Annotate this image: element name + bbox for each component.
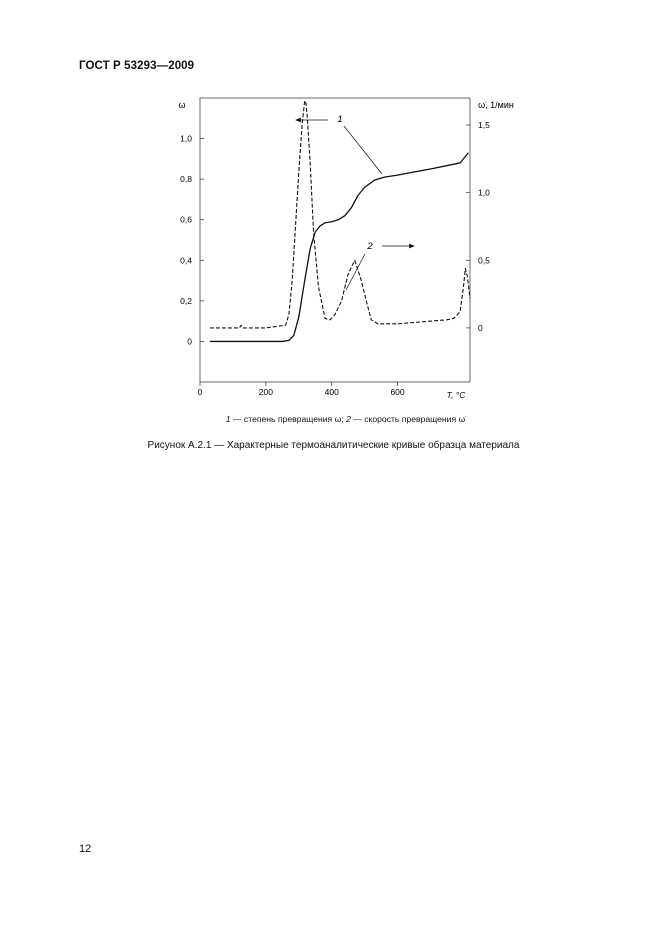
right-axis-label: ω̇, 1/мин (478, 100, 514, 110)
left-tick-label: 0,6 (180, 214, 192, 225)
left-tick-label: 0,4 (180, 255, 192, 266)
annotation-1-leader (344, 126, 382, 174)
right-tick-label: 0,5 (478, 255, 490, 266)
right-tick-label: 1,0 (478, 187, 490, 198)
annotation-1-label: 1 (337, 114, 343, 125)
left-axis-label: ω (178, 100, 186, 110)
right-tick-label: 1,5 (478, 120, 490, 131)
legend-item-2-text: — скорость превращения ω̇ (350, 414, 466, 424)
series-line-2 (210, 101, 470, 328)
thermoanalytic-figure (160, 92, 540, 402)
x-tick-label: 200 (258, 387, 273, 397)
annotation-2-label: 2 (367, 241, 373, 252)
thermoanalytic-chart (160, 92, 540, 402)
legend-item-1-text: — степень превращения ω; (230, 414, 347, 424)
page-number: 12 (79, 843, 92, 855)
legend-item-2-number: 2 (346, 414, 351, 424)
plot-frame (200, 98, 470, 382)
figure-caption: Рисунок А.2.1 — Характерные термоаналитические кривые образца материала (147, 440, 520, 451)
document-header: ГОСТ Р 53293—2009 (79, 60, 195, 72)
x-axis-label: T, °C (446, 390, 466, 400)
left-tick-label: 1,0 (180, 133, 192, 144)
series-line-1 (210, 153, 468, 342)
legend-item-1-number: 1 (225, 414, 231, 424)
left-tick-label: 0,8 (180, 174, 192, 185)
left-tick-label: 0,2 (180, 295, 192, 306)
x-tick-label: 400 (324, 387, 339, 397)
left-tick-label: 0 (187, 336, 192, 347)
x-tick-label: 600 (390, 387, 405, 397)
x-tick-label: 0 (197, 387, 203, 397)
right-tick-label: 0 (478, 322, 483, 333)
figure-legend (0, 414, 661, 424)
